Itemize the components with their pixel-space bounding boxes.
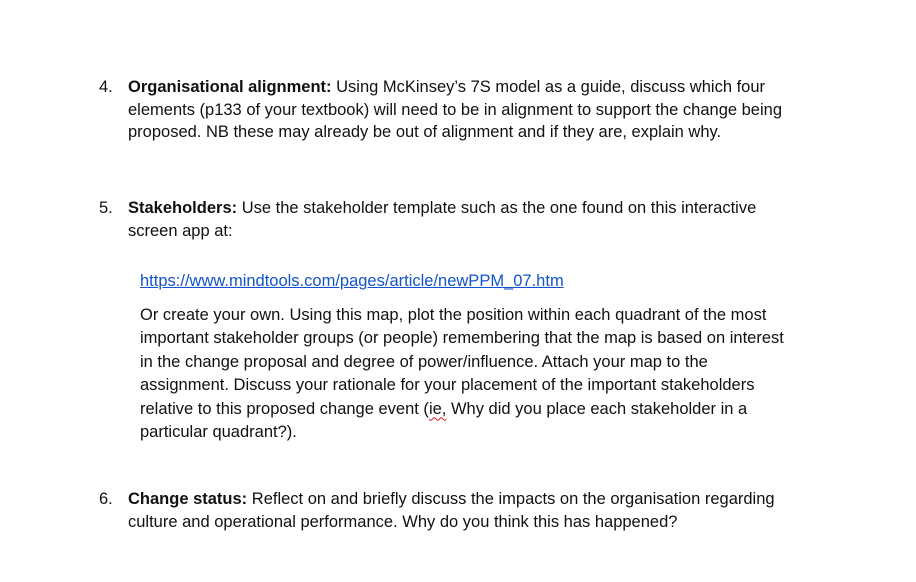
stakeholder-paragraph [140,304,790,444]
paragraph-text: Or create your own. Using this map, plot the position within each quadrant of the most important stakeholder groups (or people) remembering that the map is based on interest in the change proposal and degree of power/influence. Attach your map to the assignment. Discuss your rationale for your placement of the important stakeholders relative to this proposed change event ( [140,306,784,418]
list-item-body [128,197,799,242]
list-item-heading: Stakeholders: [128,199,238,217]
list-item-heading: Change status: [128,490,248,508]
list-item-4 [99,76,799,144]
list-item-heading: Organisational alignment: [128,78,332,96]
list-number: 6. [99,490,113,508]
list-item-5 [99,197,799,242]
list-number: 5. [99,199,113,217]
spellcheck-flagged-word[interactable]: ie, [428,399,447,418]
list-item-text: Reflect on and briefly discuss the impacts on the organisation regarding culture and operational performance. Why do you think this has happened? [128,490,775,531]
list-number: 4. [99,78,113,96]
link-line [140,270,790,293]
list-item-body [128,488,799,533]
list-item-text: Using McKinsey’s 7S model as a guide, discuss which four elements (p133 of your textbook) will need to be in alignment to support the change being proposed. NB these may already be out of alignment and if they are, explain why. [128,78,782,141]
stakeholder-template-link[interactable]: https://www.mindtools.com/pages/article/newPPM_07.htm [140,272,564,290]
paragraph-text-end: Why did you place each stakeholder in a particular quadrant?). [140,399,748,442]
list-item-body [128,76,799,144]
list-item-text: Use the stakeholder template such as the one found on this interactive screen app at: [128,199,757,240]
list-item-6 [99,488,799,533]
